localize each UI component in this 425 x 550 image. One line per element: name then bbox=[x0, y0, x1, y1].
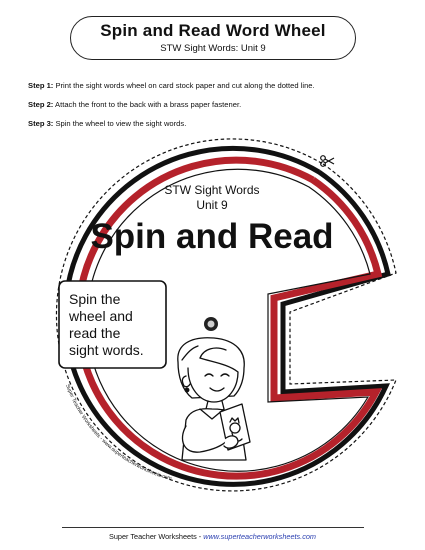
step-1-text: Print the sight words wheel on card stock paper and cut along the dotted line. bbox=[55, 81, 315, 90]
footer-brand: Super Teacher Worksheets bbox=[109, 532, 197, 541]
girl-reading-illustration bbox=[178, 338, 250, 460]
scissors-icon bbox=[321, 156, 334, 167]
footer-url[interactable]: www.superteacherworksheets.com bbox=[203, 532, 316, 541]
step-2-text: Attach the front to the back with a brass paper fastener. bbox=[55, 100, 242, 109]
step-3-text: Spin the wheel to view the sight words. bbox=[55, 119, 187, 128]
instruction-line-4: sight words. bbox=[69, 342, 144, 358]
instruction-line-3: read the bbox=[69, 325, 121, 341]
wheel-title: Spin and Read bbox=[90, 217, 334, 256]
wheel-subtitle-line2: Unit 9 bbox=[196, 198, 228, 212]
instruction-line-1: Spin the bbox=[69, 291, 121, 307]
instruction-line-2: wheel and bbox=[69, 308, 133, 324]
footer-separator: - bbox=[196, 532, 204, 541]
step-3-label: Step 3: bbox=[28, 119, 54, 128]
footer bbox=[0, 532, 425, 541]
page-title: Spin and Read Word Wheel bbox=[100, 21, 326, 40]
page-subtitle: STW Sight Words: Unit 9 bbox=[160, 43, 266, 54]
wheel-subtitle-line1: STW Sight Words bbox=[164, 183, 260, 197]
step-2-label: Step 2: bbox=[28, 100, 54, 109]
fastener-hole-icon[interactable] bbox=[204, 317, 218, 331]
rim-text-path: Super Teacher Worksheets - www.superteacherworksheets.com bbox=[64, 383, 173, 482]
footer-divider bbox=[62, 527, 364, 528]
step-1-label: Step 1: bbox=[28, 81, 54, 90]
